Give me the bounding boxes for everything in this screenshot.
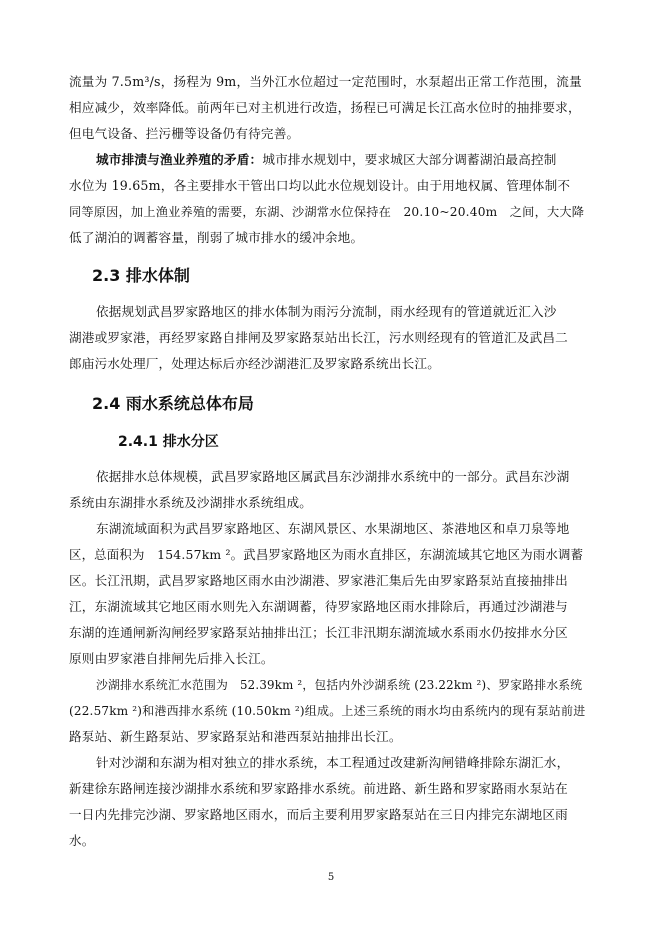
text-line: 湖港或罗家港，再经罗家路自排闸及罗家路泵站出长江，污水则经现有的管道汇及武昌二 bbox=[69, 330, 568, 345]
text-line: 原则由罗家港自排闸先后排入长江。 bbox=[69, 651, 274, 666]
text-line: 系统由东湖排水系统及沙湖排水系统组成。 bbox=[69, 495, 313, 510]
text-line: 沙湖排水系统汇水范围为 52.39km ²，包括内外沙湖系统 (23.22km ²)、罗家路排水系统 bbox=[96, 678, 583, 692]
text-line: 水位为 19.65m，各主要排水干管出口均以此水位规划设计。由于用地权属、管理体制不 bbox=[69, 178, 571, 193]
text-line: 相应减少，效率降低。前两年已对主机进行改造，扬程已可满足长江高水位时的抽排要求， bbox=[69, 100, 581, 115]
text-line: 路泵站、新生路泵站、罗家路泵站和港西泵站抽排出长江。 bbox=[69, 729, 402, 744]
text-line: (22.57km ²)和港西排水系统 (10.50km ²)组成。上述三系统的雨水均由系统内的现有泵站前进 bbox=[69, 704, 586, 718]
text-line: 郎庙污水处理厂，处理达标后亦经沙湖港汇及罗家路系统出长江。 bbox=[69, 356, 441, 371]
text-line: 东湖流域面积为武昌罗家路地区、东湖风景区、水果湖地区、茶港地区和卓刀泉等地 bbox=[96, 521, 570, 536]
text-line: 同等原因，加上渔业养殖的需要，东湖、沙湖常水位保持在 20.10~20.40m 之间，大大降 bbox=[69, 205, 585, 219]
text-line: 江，东湖流域其它地区雨水则先入东湖调蓄，待罗家路地区雨水排除后，再通过沙湖港与 bbox=[69, 599, 568, 614]
text-line: 低了湖泊的调蓄容量，削弱了城市排水的缓冲余地。 bbox=[69, 230, 364, 245]
text-line: 依据排水总体规模，武昌罗家路地区属武昌东沙湖排水系统中的一部分。武昌东沙湖 bbox=[96, 469, 570, 484]
text-line: 依据规划武昌罗家路地区的排水体制为雨污分流制，雨水经现有的管道就近汇入沙 bbox=[96, 304, 557, 319]
text-line: 流量为 7.5m³/s，扬程为 9m，当外江水位超过一定范围时，水泵超出正常工作范围，流量 bbox=[69, 74, 582, 89]
text-line: 一日内先排完沙湖、罗家路地区雨水，而后主要利用罗家路泵站在三日内排完东湖地区雨 bbox=[69, 807, 568, 822]
text-line: 东湖的连通闸新沟闸经罗家路泵站抽排出江；长江非汛期东湖流域水系雨水仍按排水分区 bbox=[69, 625, 568, 640]
text-line: 区。长江汛期，武昌罗家路地区雨水由沙湖港、罗家港汇集后先由罗家路泵站直接抽排出 bbox=[69, 573, 568, 588]
section-heading-2-4: 2.4 雨水系统总体布局 bbox=[92, 394, 254, 413]
page-number: 5 bbox=[327, 872, 335, 883]
bold-lead-phrase: 城市排渍与渔业养殖的矛盾： bbox=[96, 152, 263, 167]
text-line: 水。 bbox=[69, 833, 95, 848]
text-run: 城市排水规划中，要求城区大部分调蓄湖泊最高控制 bbox=[262, 152, 557, 167]
paragraph-lead bbox=[96, 152, 589, 168]
text-line: 新建徐东路闸连接沙湖排水系统和罗家路排水系统。前进路、新生路和罗家路雨水泵站在 bbox=[69, 781, 568, 796]
subsection-heading-2-4-1: 2.4.1 排水分区 bbox=[118, 434, 219, 450]
section-heading-2-3: 2.3 排水体制 bbox=[92, 266, 190, 285]
text-line: 针对沙湖和东湖为相对独立的排水系统，本工程通过改建新沟闸错峰排除东湖汇水， bbox=[96, 755, 570, 770]
text-line: 区，总面积为 154.57km ²。武昌罗家路地区为雨水直排区，东湖流域其它地区为雨水调蓄 bbox=[69, 547, 584, 562]
text-line: 但电气设备、拦污栅等设备仍有待完善。 bbox=[69, 126, 300, 141]
